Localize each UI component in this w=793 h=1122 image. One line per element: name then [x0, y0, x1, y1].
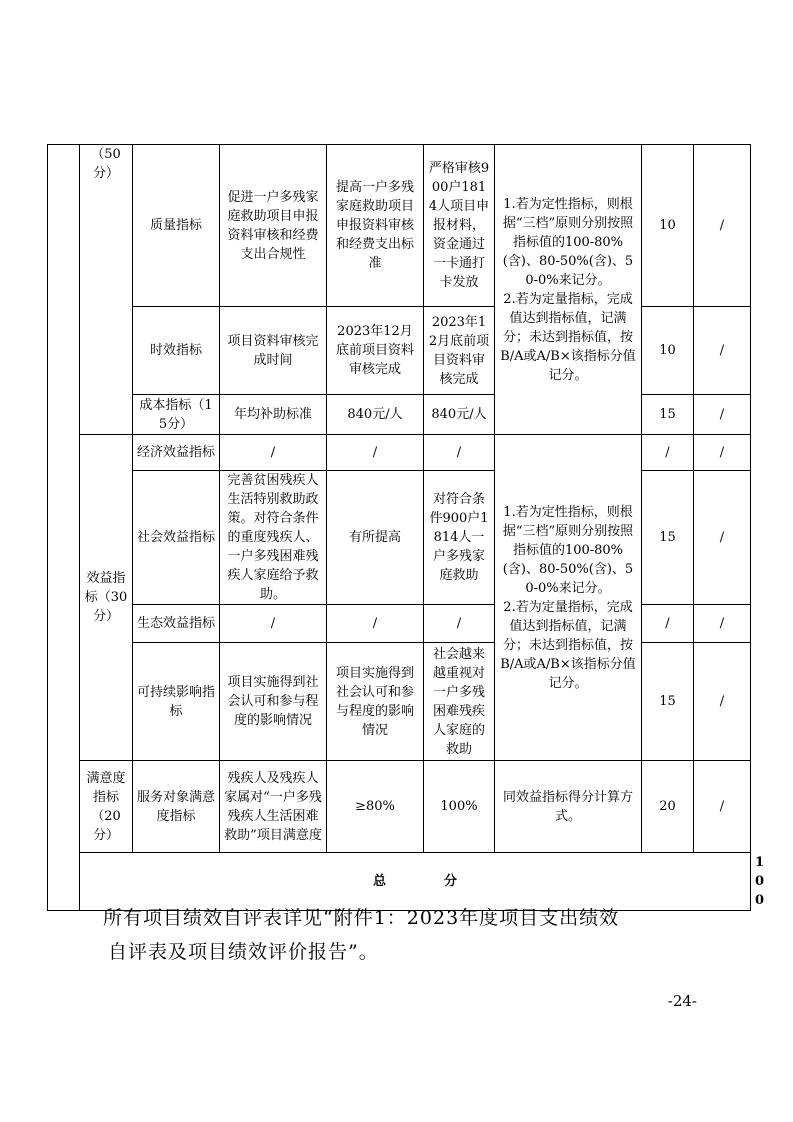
indicator-cell: 可持续影响指标 [133, 643, 220, 761]
scoring-note-cell: 同效益指标得分计算方式。 [495, 761, 642, 853]
page-number: -24- [667, 992, 697, 1010]
scoring-note-line: 1.若为定性指标，则根据“三档”原则分别按照指标值的100-80%(含)、80-50%(含)、50-0%来记分。 [502, 504, 634, 596]
satisfaction-label-cell: 满意度指标（20分） [80, 761, 133, 853]
total-label-b: 分 [444, 874, 458, 889]
deduct-cell: / [694, 761, 751, 853]
content-cell: 项目实施得到社会认可和参与程度的影响情况 [220, 643, 327, 761]
actual-cell: 社会越来越重视对一户多残困难残疾人家庭的救助 [424, 643, 495, 761]
indicator-cell: 生态效益指标 [133, 605, 220, 643]
indicator-cell: 时效指标 [133, 307, 220, 395]
score-cell: / [642, 435, 694, 471]
paragraph-line-2: 自评表及项目绩效评价报告”。 [108, 941, 379, 963]
scoring-note-cell [495, 145, 642, 435]
scoring-note-line: 2.若为定量指标，完成值达到指标值，记满分；未达到指标值，按B/A或A/B×该指标分值记分。 [500, 599, 636, 691]
actual-cell: / [424, 435, 495, 471]
target-cell: / [327, 435, 424, 471]
indicator-cell: 质量指标 [133, 145, 220, 307]
total-label-cell [80, 853, 751, 911]
actual-cell: 840元/人 [424, 395, 495, 435]
content-cell: 残疾人及残疾人家属对“一户多残残疾人生活困难救助”项目满意度 [220, 761, 327, 853]
score-cell: 10 [642, 307, 694, 395]
output-score-label: （50分） [91, 147, 121, 181]
score-cell: 15 [642, 643, 694, 761]
score-cell: 15 [642, 471, 694, 605]
content-cell: 完善贫困残疾人生活特别救助政策。对符合条件的重度残疾人、一户多残困难残疾人家庭给予救助。 [220, 471, 327, 605]
target-cell: 提高一户多残家庭救助项目申报资料审核和经费支出标准 [327, 145, 424, 307]
score-cell: 20 [642, 761, 694, 853]
actual-cell: 2023年12月底前项目资料审核完成 [424, 307, 495, 395]
indicator-cell: 经济效益指标 [133, 435, 220, 471]
target-cell: 有所提高 [327, 471, 424, 605]
actual-cell: 对符合条件900户1814人一户多残家庭救助 [424, 471, 495, 605]
scoring-note-cell [495, 435, 642, 761]
indicator-cell: 社会效益指标 [133, 471, 220, 605]
content-cell: / [220, 605, 327, 643]
content-cell: / [220, 435, 327, 471]
output-score-cell [80, 145, 133, 435]
actual-cell: 严格审核900户1814人项目申报材料，资金通过一卡通打卡发放 [424, 145, 495, 307]
scoring-note-line: 1.若为定性指标，则根据“三档”原则分别按照指标值的100-80%(含)、80-50%(含)、50-0%来记分。 [502, 196, 634, 288]
deduct-cell: / [694, 643, 751, 761]
target-cell: ≥80% [327, 761, 424, 853]
deduct-cell: / [694, 145, 751, 307]
content-cell: 促进一户多残家庭救助项目申报资料审核和经费支出合规性 [220, 145, 327, 307]
score-cell: / [642, 605, 694, 643]
score-cell: 15 [642, 395, 694, 435]
paragraph-line-1: 所有项目绩效自评表详见“附件1：2023年度项目支出绩效 [103, 907, 620, 929]
target-cell: 项目实施得到社会认可和参与程度的影响情况 [327, 643, 424, 761]
deduct-cell: / [694, 435, 751, 471]
content-cell: 年均补助标准 [220, 395, 327, 435]
performance-table: （50分） 质量指标 促进一户多残家庭救助项目申报资料审核和经费支出合规性 提高一户多残家庭救助项目申报资料审核和经费支出标准 严格审核900户1814人项目申报材料，资金通过一卡通打卡发放 1.若为定性指标，则根据“三档”原则分别按照指标值的100-80%(含)、80-50%(含)、50-0%来记分。 2.若为定量指标，完成值达到指标值，记满分；未达到指标值，按B/A或A/B×该指标分值记分。 10 / 时效指标 项目资料审核完成时间 2023年12月底前项目资料审核完成 2023年12月底前项目资料审核完成 10 / 成本指标（15分） 年均补助标准 840元/人 840元/人 15 / 效益指标（30分） 经济效益指标 / / / 1.若为定性指标，则根据“三档”原则分别按照指标值的100-80%(含)、80-50%(含)、50-0%来记分。 2.若为定量指标，完成值达到指标值，记满分；未达到指标值，按B/A或A/B×该指标分值记分。 / / 社会效益指标 完善贫困残疾人生活特别救助政策。对符合条件的重度残疾人、一户多残困难残疾人家庭给予救助。 有所提高 对符合条件900户1814人一户多残家庭救助 15 / 生态效益指标 / / / / / 可持续影响指标 项目实施得到社会认可和参与程度的影响情况 项目实施得到社会认可和参与程度的影响情况 社会越来越重视对一户多残困难残疾人家庭的救助 15 / 满意度指标（20分） 服务对象满意度指标 残疾人及残疾人家属对“一户多残残疾人生活困难救助”项目满意度 ≥80% 100% 同效益指标得分计算方式。 20 / 总 分 100 [47, 144, 751, 911]
deduct-cell: / [694, 307, 751, 395]
indicator-cell: 成本指标（15分） [133, 395, 220, 435]
target-cell: 2023年12月底前项目资料审核完成 [327, 307, 424, 395]
effect-label-cell: 效益指标（30分） [80, 435, 133, 761]
actual-cell: 100% [424, 761, 495, 853]
content-cell: 项目资料审核完成时间 [220, 307, 327, 395]
score-cell: 10 [642, 145, 694, 307]
scoring-note-line: 2.若为定量指标，完成值达到指标值，记满分；未达到指标值，按B/A或A/B×该指标分值记分。 [500, 291, 636, 383]
deduct-cell: / [694, 471, 751, 605]
target-cell: 840元/人 [327, 395, 424, 435]
target-cell: / [327, 605, 424, 643]
deduct-cell: / [694, 605, 751, 643]
level1-cell [48, 145, 80, 911]
total-label-a: 总 [372, 874, 386, 889]
deduct-cell: / [694, 395, 751, 435]
indicator-cell: 服务对象满意度指标 [133, 761, 220, 853]
actual-cell: / [424, 605, 495, 643]
